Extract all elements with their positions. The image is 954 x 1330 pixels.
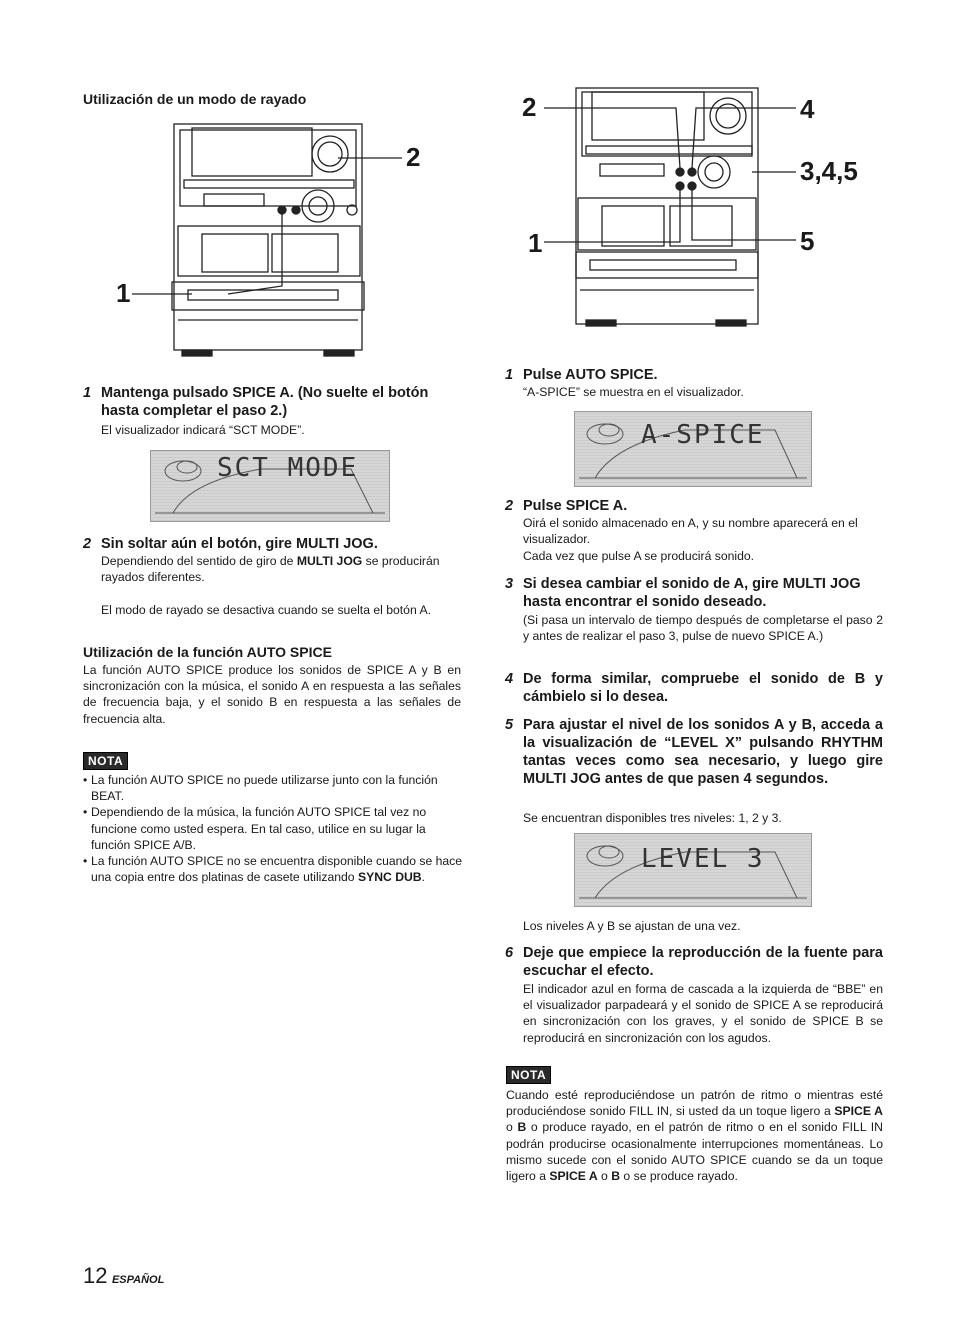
- step-title: Si desea cambiar el sonido de A, gire MULTI JOG hasta encontrar el sonido deseado.: [523, 576, 861, 610]
- left-step-2-text: [101, 553, 463, 585]
- text-bold: MULTI JOG: [296, 554, 363, 568]
- text-bold: B: [517, 1120, 527, 1135]
- list-item: • La función AUTO SPICE no puede utilizarse junto con la función BEAT.: [83, 772, 463, 804]
- page-number: 12: [83, 1263, 108, 1288]
- lcd-text: LEVEL 3: [641, 844, 765, 874]
- text: se producirán rayados diferentes.: [101, 554, 440, 585]
- left-step-1-text: El visualizador indicará “SCT MODE”.: [101, 423, 305, 437]
- text: Cuando esté reproduciéndose un patrón de ritmo o mientras esté produciéndose sonido FILL IN, si usted da un toque ligero a: [506, 1088, 883, 1119]
- step-number: 1: [83, 385, 92, 401]
- text: o: [506, 1120, 518, 1135]
- scratch-off-note: El modo de rayado se desactiva cuando se suelta el botón A.: [101, 603, 431, 617]
- right-step-6-text: El indicador azul en forma de cascada a la izquierda de “BBE” en el visualizador parpadeará y el sonido de SPICE A se reproducirá en sincronización con los graves, y el sonido de SPICE B se reproducirá en sincronización con los agudos.: [523, 982, 883, 1045]
- right-step-2: [505, 497, 883, 515]
- right-step-6: [505, 944, 883, 980]
- text: .: [421, 870, 425, 885]
- footer-language: ESPAÑOL: [111, 1274, 165, 1286]
- nota-badge-right: [506, 1066, 551, 1084]
- right-step-3-text: (Si pasa un intervalo de tiempo después de completarse el paso 2 y antes de realizar el paso 3, pulse de nuevo SPICE A.): [523, 613, 883, 644]
- nota-text-right: [506, 1087, 883, 1184]
- text-bold: SPICE A: [549, 1169, 598, 1184]
- list-item: [83, 853, 463, 885]
- callout-2: 2: [522, 92, 537, 122]
- callout-5: 5: [800, 226, 815, 256]
- text-bold: B: [611, 1169, 621, 1184]
- right-step-2-text2: Cada vez que pulse A se producirá sonido.: [523, 549, 755, 563]
- right-step-4: [505, 670, 883, 706]
- step-title: Sin soltar aún el botón, gire MULTI JOG.: [101, 536, 378, 552]
- text: Dependiendo del sentido de giro de: [101, 554, 297, 568]
- nota-label: NOTA: [506, 1066, 551, 1084]
- step-number: 2: [505, 498, 514, 514]
- text: o produce rayado, en el patrón de ritmo o en el sonido FILL IN podrán producirse ocasionalmente interrupciones momentáneas. Lo mismo sucede con el sonido AUTO SPICE cuando se da un toque ligero a: [506, 1120, 883, 1184]
- lcd-display-sct-mode: [150, 450, 390, 522]
- right-step-5: [505, 716, 883, 788]
- callout-3-4-5: 3,4,5: [800, 156, 858, 186]
- step-number: 1: [505, 367, 514, 383]
- callout-1: 1: [528, 228, 543, 258]
- callout-1: 1: [116, 278, 131, 308]
- auto-spice-text: La función AUTO SPICE produce los sonidos de SPICE A y B en sincronización con la música, el sonido A en respuesta a las señales de frecuencia baja, y el sonido B en respuesta a las señales de frecuencia alta.: [83, 663, 461, 726]
- lcd-text: SCT MODE: [217, 453, 359, 483]
- section-heading-scratch: Utilización de un modo de rayado: [83, 91, 307, 107]
- text-bold: SPICE A: [834, 1104, 883, 1119]
- text: o se produce rayado.: [620, 1169, 738, 1184]
- left-step-2: [83, 535, 463, 553]
- step-title: De forma similar, compruebe el sonido de B y cámbielo si lo desea.: [523, 671, 883, 705]
- lcd-display-level: [574, 833, 812, 907]
- page-footer: [83, 1263, 164, 1289]
- right-step-1: [505, 366, 883, 384]
- nota-list-left: [83, 772, 463, 885]
- step-title: Pulse AUTO SPICE.: [523, 367, 658, 383]
- step-number: 4: [505, 671, 514, 687]
- list-item: • Dependiendo de la música, la función AUTO SPICE tal vez no funcione como usted espera. En tal caso, utilice en su lugar la función SPICE A/B.: [83, 804, 463, 853]
- step-title: Pulse SPICE A.: [523, 498, 628, 514]
- step-number: 6: [505, 945, 514, 961]
- right-step-3: [505, 575, 885, 611]
- step-number: 5: [505, 717, 514, 733]
- callout-4: 4: [800, 94, 815, 124]
- step-title: Para ajustar el nivel de los sonidos A y B, acceda a la visualización de “LEVEL X” pulsando RHYTHM tantas veces como sea necesario, y luego gire MULTI JOG antes de que pasen 4 segundos.: [523, 717, 883, 787]
- step-number: 2: [83, 536, 92, 552]
- right-step-5-after: Los niveles A y B se ajustan de una vez.: [523, 919, 741, 933]
- step-number: 3: [505, 576, 514, 592]
- nota-badge-left: [83, 752, 128, 770]
- stereo-figure-right: [516, 82, 866, 332]
- text: La función AUTO SPICE no se encuentra disponible cuando se hace una copia entre dos platinas de casete utilizando: [91, 854, 463, 885]
- right-step-2-text1: Oirá el sonido almacenado en A, y su nombre aparecerá en el visualizador.: [523, 516, 858, 547]
- step-title: Deje que empiece la reproducción de la fuente para escuchar el efecto.: [523, 945, 883, 979]
- lcd-text: A-SPICE: [641, 420, 765, 450]
- step-title: Mantenga pulsado SPICE A. (No suelte el botón hasta completar el paso 2.): [101, 385, 429, 419]
- text-bold: SYNC DUB: [357, 870, 422, 885]
- lcd-display-a-spice: [574, 411, 812, 487]
- right-step-1-text: “A-SPICE” se muestra en el visualizador.: [523, 385, 744, 399]
- stereo-figure-left: [112, 118, 432, 358]
- nota-label: NOTA: [83, 752, 128, 770]
- text: o: [597, 1169, 612, 1184]
- section-heading-auto-spice: Utilización de la función AUTO SPICE: [83, 644, 332, 660]
- left-step-1: [83, 384, 463, 420]
- right-step-5-text: Se encuentran disponibles tres niveles: 1, 2 y 3.: [523, 811, 782, 825]
- callout-2: 2: [406, 142, 421, 172]
